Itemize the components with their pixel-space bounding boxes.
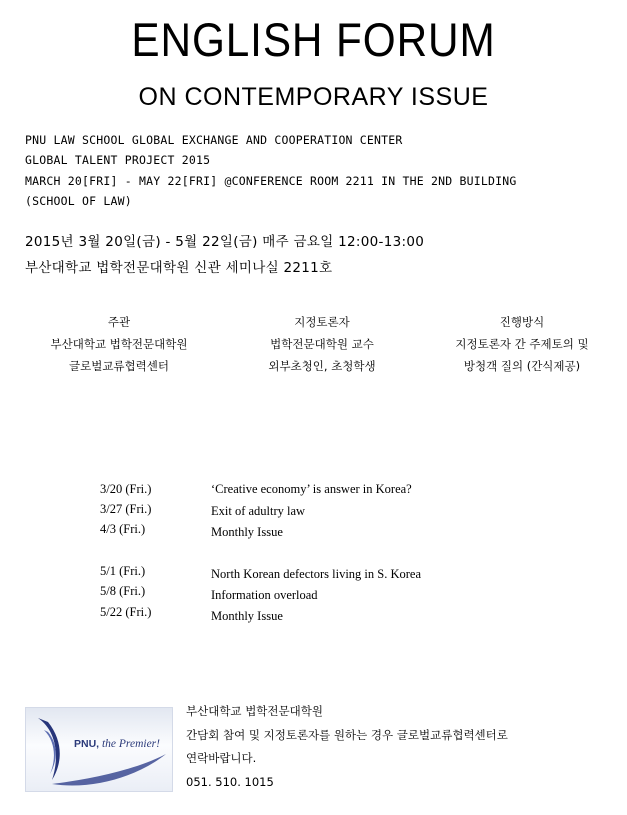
schedule-topic: North Korean defectors living in S. Korea	[211, 567, 422, 581]
info-column-host	[19, 314, 219, 380]
schedule-topic: Monthly Issue	[211, 525, 283, 539]
contact-org: 부산대학교 법학전문대학원	[186, 704, 323, 718]
intro-line-organizer: PNU LAW SCHOOL GLOBAL EXCHANGE AND COOPERATION CENTER	[25, 133, 403, 147]
korean-dates: 2015년 3월 20일(금) - 5월 22일(금) 매주 금요일 12:00-13:00	[25, 234, 425, 250]
schedule-date: 3/20 (Fri.)	[100, 482, 152, 496]
column-heading: 지정토론자	[294, 315, 350, 329]
column-line: 법학전문대학원 교수	[270, 337, 374, 351]
pnu-logo	[25, 707, 173, 792]
schedule-date: 5/1 (Fri.)	[100, 564, 146, 578]
page-subtitle: ON CONTEMPORARY ISSUE	[138, 83, 489, 111]
schedule-topic: Exit of adultry law	[211, 504, 306, 518]
intro-line-project: GLOBAL TALENT PROJECT 2015	[25, 153, 211, 167]
korean-venue: 부산대학교 법학전문대학원 신관 세미나실 2211호	[25, 260, 333, 276]
intro-line-dates-venue: MARCH 20[FRI] - MAY 22[FRI] @CONFERENCE ROOM 2211 IN THE 2ND BUILDING	[25, 174, 517, 188]
column-line: 지정토론자 간 주제토의 및	[455, 337, 589, 351]
schedule-date: 5/22 (Fri.)	[100, 605, 152, 619]
column-line: 부산대학교 법학전문대학원	[50, 337, 188, 351]
contact-phone: 051. 510. 1015	[186, 775, 274, 789]
column-line: 방청객 질의 (간식제공)	[463, 359, 581, 373]
logo-wordmark	[74, 738, 160, 750]
contact-notice: 간담회 참여 및 지정토론자를 원하는 경우 글로벌교류협력센터로	[186, 728, 508, 742]
schedule-date: 3/27 (Fri.)	[100, 502, 152, 516]
schedule-topic: ‘Creative economy’ is answer in Korea?	[211, 482, 412, 496]
page-title: ENGLISH FORUM	[131, 13, 496, 66]
column-heading: 진행방식	[499, 315, 545, 329]
contact-notice-cont: 연락바랍니다.	[186, 751, 257, 765]
schedule-date: 5/8 (Fri.)	[100, 584, 146, 598]
column-line: 글로벌교류협력센터	[69, 359, 169, 373]
intro-line-school: (SCHOOL OF LAW)	[25, 194, 132, 208]
schedule-topic: Monthly Issue	[211, 609, 283, 623]
logo-tagline: the Premier!	[99, 738, 160, 750]
schedule-topic: Information overload	[211, 588, 318, 602]
logo-brand: PNU,	[74, 738, 100, 750]
schedule-date: 4/3 (Fri.)	[100, 522, 146, 536]
info-column-panelists	[222, 314, 422, 380]
column-line: 외부초청인, 초청학생	[268, 359, 376, 373]
column-heading: 주관	[107, 315, 131, 329]
info-column-format	[422, 314, 622, 380]
